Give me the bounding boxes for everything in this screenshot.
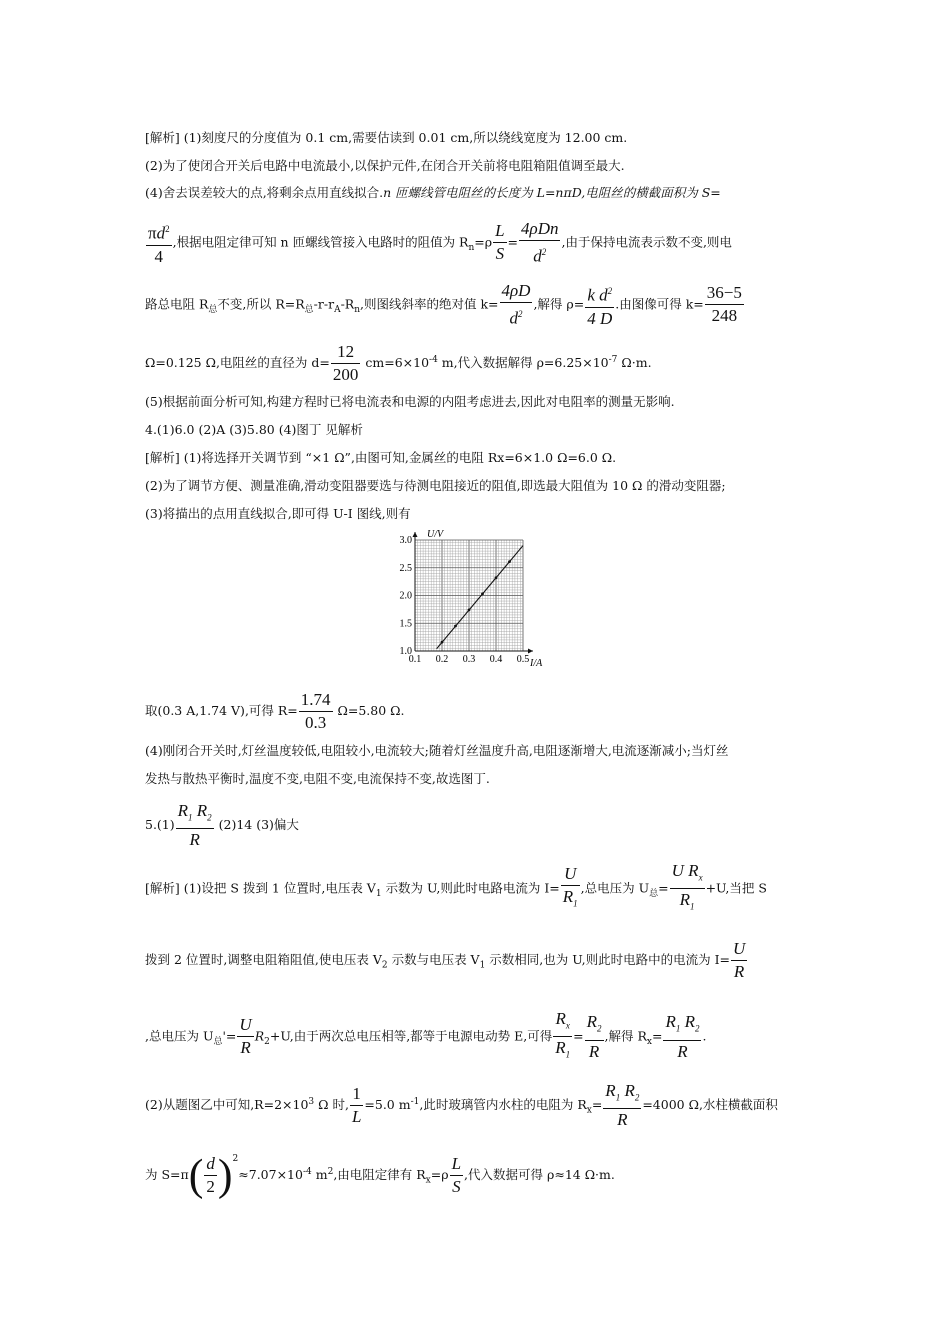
graph-grid bbox=[413, 532, 534, 654]
data-point bbox=[481, 592, 484, 595]
u-i-graph bbox=[393, 526, 543, 670]
y-tick-label: 2.0 bbox=[399, 590, 412, 602]
para-12: 取(0.3 A,1.74 V),可得 R= $\frac{1.74}{0.3}$ Ω=5.80 Ω. bbox=[145, 690, 405, 732]
para-13: (4)刚闭合开关时,灯丝温度较低,电阻较小,电流较大;随着灯丝温度升高,电阻逐渐增大,电流逐渐减小;当灯丝 bbox=[145, 743, 729, 758]
para-17: 拨到 2 位置时,调整电阻箱阻值,使电压表 $V_2$ 示数与电压表 $V_1$ 示数相同,也为 U,则此时电路中的电流为 I= $\frac{U}{R}$ bbox=[145, 939, 746, 981]
para-6: Ω=0.125 Ω,电阻丝的直径为 d= $\frac{12}{200}$ $cm=6\times 10^{-4}$ m,代入数据解得 $\rho=6.25\times 10^{-7}$ Ω·m. bbox=[145, 342, 652, 384]
para-19: (2)从题图乙中可知$,R=2\times 10^3$ Ω 时, $\frac{1}{L}$ =5.0 $m^{-1}$,此时玻璃管内水柱的电阻为 $R_x=$ $\frac{R_1 R_2}{R}$ =4000 Ω,水柱横截面积 bbox=[145, 1081, 778, 1130]
data-point bbox=[441, 641, 444, 644]
x-tick-label: 0.5 bbox=[516, 654, 530, 665]
y-tick-label: 1.5 bbox=[399, 618, 412, 630]
para-2: (2)为了使闭合开关后电路中电流最小,以保护元件,在闭合开关前将电阻箱阻值调至最大. bbox=[145, 158, 625, 173]
y-tick-label: 2.5 bbox=[399, 562, 412, 574]
para-9: [解析] (1)将选择开关调节到 “×1 Ω”,由图可知,金属丝的电阻 Rx=6×1.0 Ω=6.0 Ω. bbox=[145, 450, 617, 465]
para-5: 路总电阻 $R_总$不变,所以 $R=R_总-r-r_A-R_n$,则图线斜率的绝对值 k= $\frac{4\rho D}{d^2}$ ,解得 ρ= $\frac{k d^2}{4 D}$ .由图像可得 k= $\frac{36-5}{248}$ bbox=[145, 281, 742, 328]
x-axis-arrow bbox=[528, 649, 533, 654]
data-point bbox=[468, 609, 471, 612]
para-1: [解析] (1)刻度尺的分度值为 0.1 cm,需要估读到 0.01 cm,所以绕线宽度为 12.00 cm. bbox=[145, 130, 628, 145]
para-20: 为 S=π( $\frac{d}{2}$ )$^2\approx 7.07\times 10^{-4}$ $m^2$,由电阻定律有 $R_x=\rho$ $\frac{L}{S}$ ,代入数据可得 ρ≈14 Ω·m. bbox=[145, 1150, 615, 1200]
y-tick-label: 1.0 bbox=[399, 646, 412, 657]
para-10: (2)为了调节方便、测量准确,滑动变阻器要选与待测电阻接近的阻值,即选最大阻值为 10 Ω 的滑动变阻器; bbox=[145, 478, 726, 493]
para-16: [解析] (1)设把 S 拨到 1 位置时,电压表 $V_1$ 示数为 U,则此时电路电流为 I= $\frac{U}{R_1}$ ,总电压为 $U_总=$ $\frac{U R_x}{R_1}$ +U,当把 S bbox=[145, 861, 767, 912]
answer-4: 4.(1)6.0 (2)A (3)5.80 (4)图丁 见解析 bbox=[145, 422, 363, 437]
para-18: ,总电压为 $U_总'=$ $\frac{U}{R}$ $R_2+U$,由于两次总电压相等,都等于电源电动势 E,可得 $\frac{R_x}{R_1}$ = $\frac{R_2}{R}$ ,解得 $R_x=$ $\frac{R_1 R_2}{R}$ . bbox=[145, 1009, 707, 1061]
para-14: 发热与散热平衡时,温度不变,电阻不变,电流保持不变,故选图丁. bbox=[145, 771, 490, 786]
x-tick-label: 0.1 bbox=[408, 654, 422, 665]
y-axis-arrow bbox=[413, 532, 418, 537]
x-tick-label: 0.4 bbox=[489, 654, 503, 665]
para-3: (4)舍去误差较大的点,将剩余点用直线拟合.n 匝螺线管电阻丝的长度为 L=nπD,电阻丝的横截面积为 S= bbox=[145, 185, 721, 200]
x-axis-label: I/A bbox=[530, 658, 543, 669]
data-point bbox=[454, 625, 457, 628]
x-tick-label: 0.3 bbox=[462, 654, 476, 665]
para-7: (5)根据前面分析可知,构建方程时已将电流表和电源的内阻考虑进去,因此对电阻率的测量无影响. bbox=[145, 394, 675, 409]
para-11: (3)将描出的点用直线拟合,即可得 U-I 图线,则有 bbox=[145, 506, 411, 521]
y-axis-label: U/V bbox=[427, 529, 444, 540]
data-point bbox=[508, 560, 511, 563]
data-point bbox=[495, 576, 498, 579]
y-tick-label: 3.0 bbox=[399, 535, 412, 546]
answer-5: 5.(1) $\frac{R_1 R_2}{R}$ (2)14 (3)偏大 bbox=[145, 801, 299, 850]
x-tick-label: 0.2 bbox=[435, 654, 449, 665]
para-4: $\frac{\pi d^2}{4}$ ,根据电阻定律可知 n 匝螺线管接入电路时的阻值为 $R_n=\rho$ $\frac{L}{S}$ = $\frac{\text{4ρDn}}{d^2}$ ,由于保持电流表示数不变,则电 bbox=[148, 219, 732, 266]
